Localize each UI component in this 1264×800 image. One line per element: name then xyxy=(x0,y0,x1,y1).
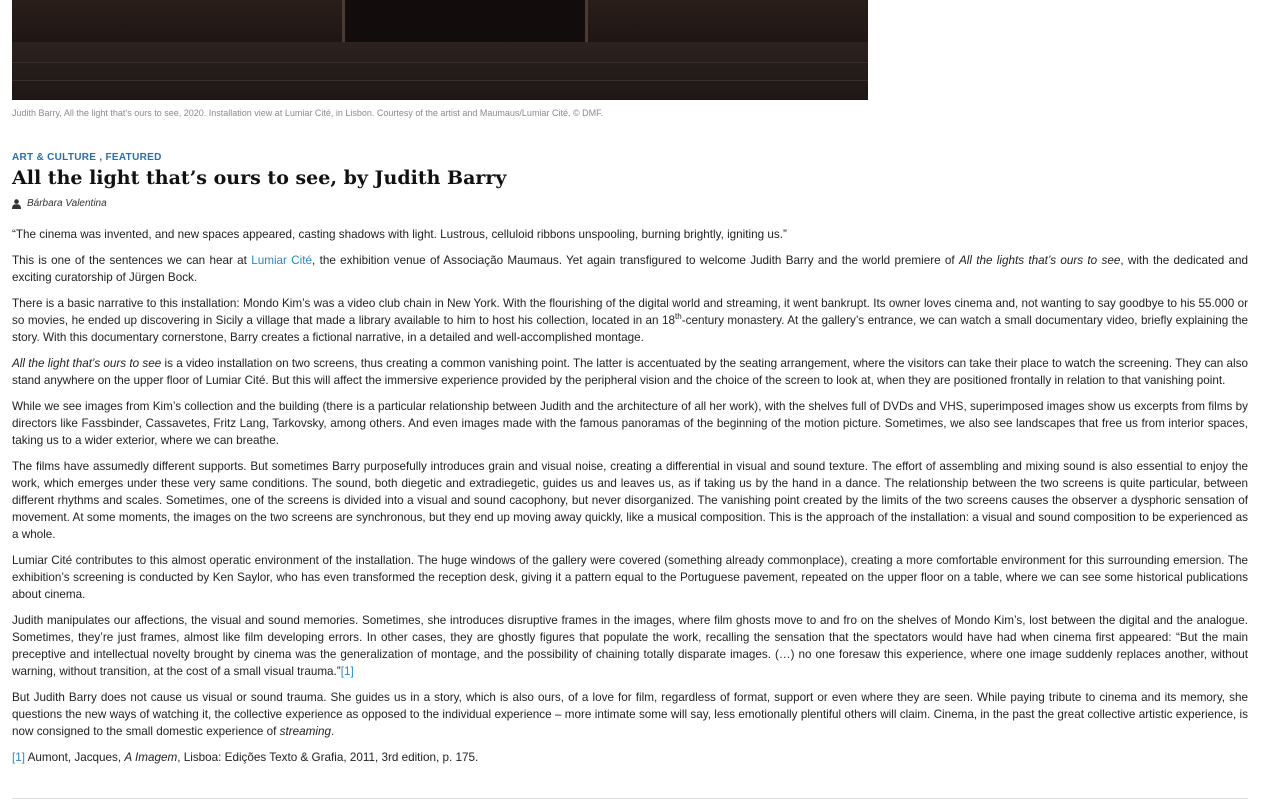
paragraph: Lumiar Cité contributes to this almost operatic environment of the installation. The huge windows of the gallery were covered (something already commonplace), creating a more comfortable environment for this surrounding emersion. The exhibition’s screening is conducted by Ken Saylor, who has even transformed the reception desk, giving it a pattern equal to the Portuguese pavement, repeated on the upper floor on a table, where we can see some historical publications about cinema. xyxy=(12,554,1248,601)
paragraph xyxy=(12,689,1248,740)
work-title: All the light that’s ours to see xyxy=(12,357,162,370)
text: is a video installation on two screens, thus creating a common vanishing point. The latter is accentuated by the seating arrangement, where the visitors can take their place to watch the screening. They can also stand anywhere on the upper floor of Lumiar Cité. But this will affect the immersive experience provided by the peripheral vision and the choice of the screen to look at, when they are positioned frontally in relation to that vanishing point. xyxy=(12,357,1248,387)
user-icon xyxy=(12,199,21,209)
category-link-featured[interactable]: FEATURED xyxy=(105,152,162,163)
post-author xyxy=(12,198,107,209)
text: . xyxy=(331,725,335,738)
divider xyxy=(12,798,1248,799)
text: , with the dedicated and exciting curatorship of Jürgen Bock. xyxy=(12,254,1248,284)
category-link-art-culture[interactable]: ART & CULTURE xyxy=(12,152,97,163)
paragraph xyxy=(12,612,1248,680)
text: -century monastery. At the gallery’s entrance, we can watch a small documentary video, briefly explaining the story. With this documentary cornerstone, Barry creates a fictional narrative, in a detailed and well-accomplished montage. xyxy=(12,314,1249,344)
text: There is a basic narrative to this installation: Mondo Kim’s was a video club chain in New York. With the flourishing of the digital world and streaming, it went bankrupt. Its owner loves cinema and, not wanting to say goodbye to his 55.000 or so movies, he ended up discovering in Sicily a village that made a library available to him to host his collection, located in an 18 xyxy=(12,297,1248,327)
lumiar-cite-link[interactable]: Lumiar Cité xyxy=(251,254,313,267)
article-body xyxy=(12,226,1248,775)
text: Judith manipulates our affections, the visual and sound memories. Sometimes, she introduces disruptive frames in the images, where film ghosts move to and fro on the shelves of Mondo Kim’s, lost between the digital and the analogue. Sometimes, they’re just frames, almost like film developing errors. In other cases, they are ghostly figures that populate the work, recalling the sensation that the spectators would have had when cinema first appeared: “But the main preceptive and intellectual novelty brought by cinema was the generalization of montage, and the possibility of chaining totally disparate images. (…) no one foresaw this experience, where one image suddenly replaces another, without warning, without transition, at the cost of a small visual trauma.” xyxy=(12,614,1248,678)
post-categories xyxy=(12,152,162,163)
emphasis: streaming xyxy=(279,725,331,738)
featured-image xyxy=(12,0,868,100)
text: , Lisboa: Edições Texto & Grafia, 2011, 3rd edition, p. 175. xyxy=(177,751,479,764)
text: This is one of the sentences we can hear at xyxy=(12,254,252,267)
text: But Judith Barry does not cause us visual or sound trauma. She guides us in a story, which is also ours, of a love for film, regardless of format, support or even where they are seen. While paying tribute to cinema and its memory, she questions the new ways of watching it, the collective experience as opposed to the individual experience – more intimate some will say, less emotionally plentiful others will claim. Cinema, in the past the great collective artistic experience, is now consigned to the small domestic experience of xyxy=(12,691,1248,738)
book-title: A Imagem xyxy=(124,751,178,764)
category-separator: , xyxy=(96,152,106,163)
footnote-link[interactable]: [1] xyxy=(340,665,354,678)
paragraph xyxy=(12,295,1248,346)
text: , the exhibition venue of Associação Maumaus. Yet again transfigured to welcome Judith Barry and the world premiere of xyxy=(312,254,959,267)
text: Aumont, Jacques, xyxy=(25,751,125,764)
image-floor-line xyxy=(12,62,868,63)
image-caption: Judith Barry, All the light that’s ours to see, 2020. Installation view at Lumiar Cité, in Lisbon. Courtesy of the artist and Maumaus/Lumiar Cité. © DMF. xyxy=(12,108,604,118)
paragraph: “The cinema was invented, and new spaces appeared, casting shadows with light. Lustrous, celluloid ribbons unspooling, burning brightly, igniting us.” xyxy=(12,228,787,241)
image-floor xyxy=(12,42,868,100)
paragraph xyxy=(12,252,1248,286)
paragraph: The films have assumedly different supports. But sometimes Barry purposefully introduces grain and visual noise, creating a differential in visual and sound texture. The effort of assembling and mixing sound is also essential to enjoy the work, which emerges under these very same conditions. The sound, both diegetic and extradiegetic, guides us and leaves us, as if taking us by the hand in a dance. The relationship between the two screens is quite particular, between different rhythms and scales. Sometimes, one of the screens is divided into a visual and sound cacophony, but never disorganized. The vanishing point created by the limits of the two screens causes the observer a dysphoric sensation of movement. At some moments, the images on the two screens are synchronous, but they end up moving away quickly, like a musical composition. This is the approach of the installation: a visual and sound composition to be experienced as a whole. xyxy=(12,460,1248,541)
author-name-link[interactable]: Bárbara Valentina xyxy=(27,198,107,209)
work-title: All the lights that’s ours to see xyxy=(958,254,1121,267)
footnote-backlink[interactable]: [1] xyxy=(12,751,25,764)
superscript: th xyxy=(675,312,682,322)
post-title: All the light that’s ours to see, by Judith Barry xyxy=(12,167,507,189)
footnote xyxy=(12,749,1248,766)
paragraph: While we see images from Kim’s collection and the building (there is a particular relationship between Judith and the architecture of all her work), with the shelves full of DVDs and VHS, superimposed images show us excerpts from films by directors like Fassbinder, Cassavetes, Fritz Lang, Tarkovsky, among others. And even images made with the famous panoramas of the beginning of the motion picture. Sometimes, we also see landscapes that free us from interior spaces, taking us to a wider exterior, where we can breathe. xyxy=(12,400,1248,447)
paragraph xyxy=(12,355,1248,389)
image-floor-line xyxy=(12,80,868,81)
